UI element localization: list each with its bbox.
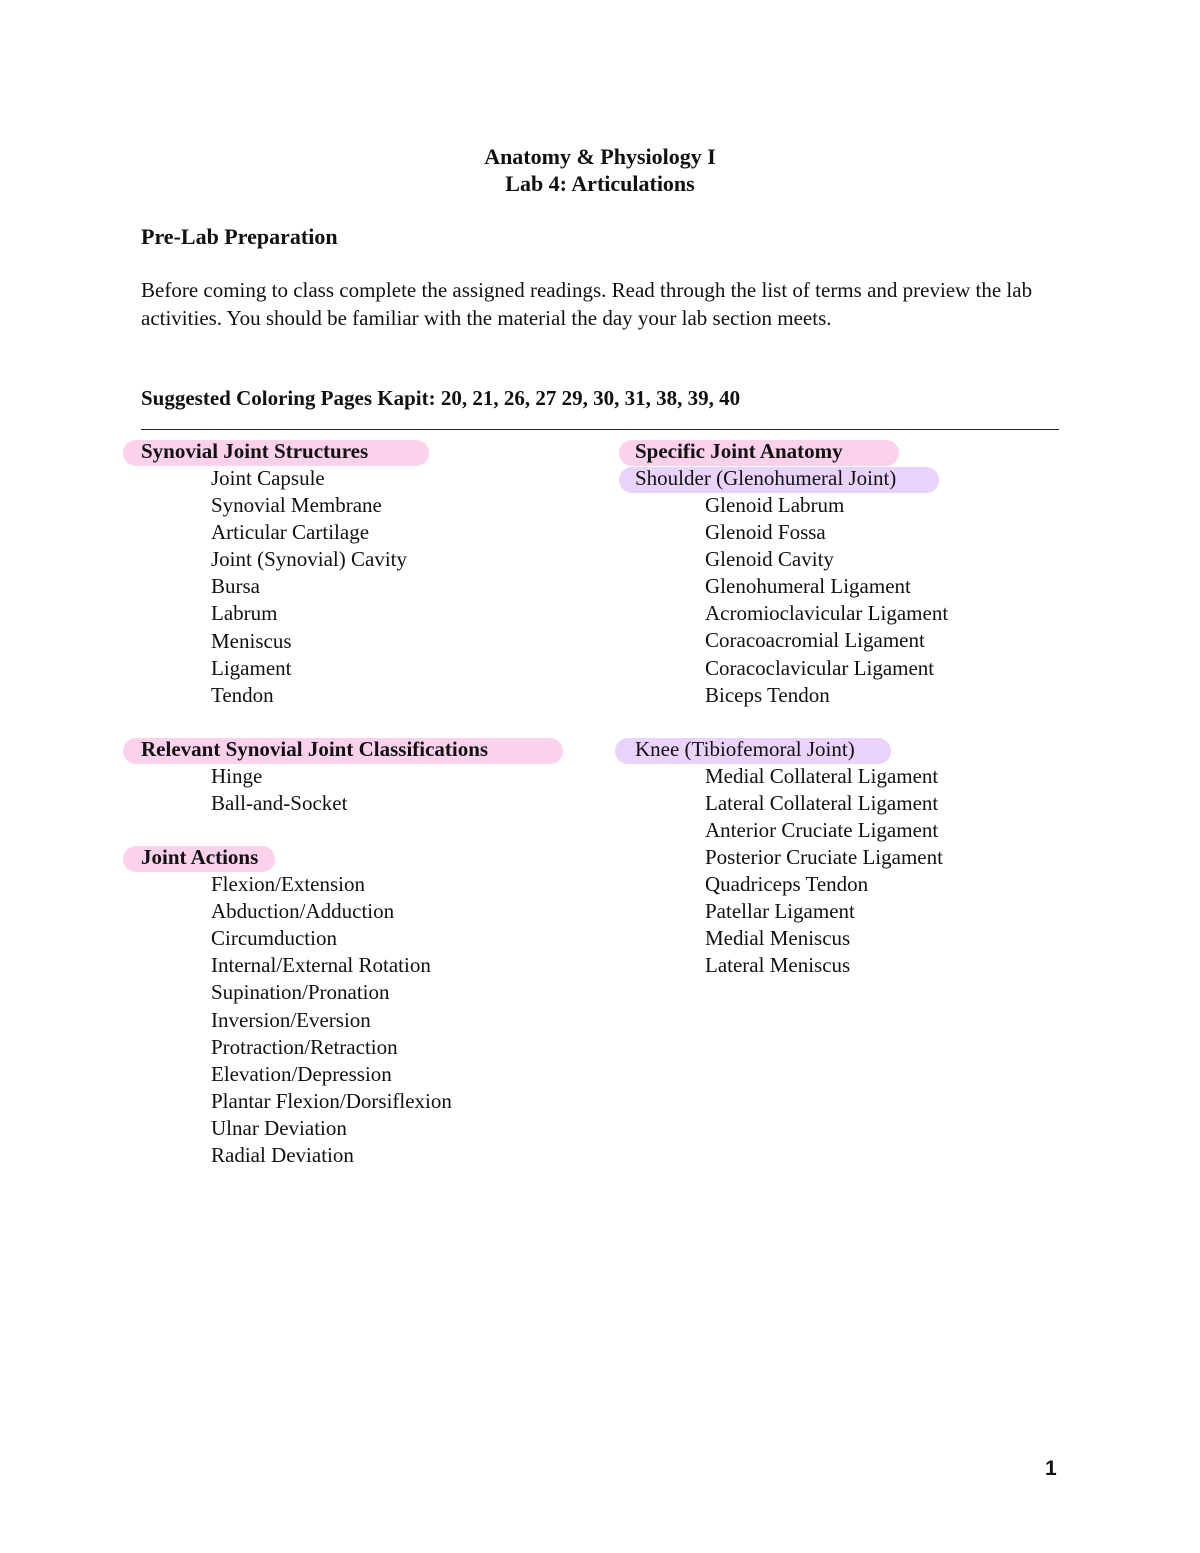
- list-item: Supination/Pronation: [211, 980, 390, 1005]
- subheading-knee: Knee (Tibiofemoral Joint): [635, 736, 855, 763]
- list-item: Glenohumeral Ligament: [705, 574, 911, 599]
- list-item: Acromioclavicular Ligament: [705, 601, 949, 626]
- list-item: Anterior Cruciate Ligament: [705, 817, 939, 842]
- list-item: Flexion/Extension: [211, 872, 365, 897]
- classifications-list: [141, 763, 488, 817]
- list-item: Abduction/Adduction: [211, 899, 395, 924]
- list-item: Quadriceps Tendon: [705, 872, 869, 897]
- list-item: Circumduction: [211, 926, 337, 951]
- list-item: Articular Cartilage: [211, 520, 370, 545]
- list-item: Ball-and-Socket: [211, 790, 348, 815]
- list-item: Posterior Cruciate Ligament: [705, 845, 943, 870]
- list-item: Joint (Synovial) Cavity: [211, 547, 407, 572]
- list-item: Internal/External Rotation: [211, 953, 431, 978]
- page-number: 1: [1045, 1457, 1057, 1480]
- knee-list: [635, 763, 948, 980]
- divider-rule: [141, 429, 1059, 430]
- list-item: Radial Deviation: [211, 1142, 354, 1167]
- list-item: Biceps Tendon: [705, 682, 830, 707]
- list-item: Lateral Meniscus: [705, 953, 851, 978]
- list-item: Hinge: [211, 763, 263, 788]
- left-column: [141, 438, 488, 1169]
- section-heading-synovial-structures: Synovial Joint Structures: [141, 438, 368, 465]
- list-item: Labrum: [211, 601, 278, 626]
- lab-title: Lab 4: Articulations: [505, 171, 695, 196]
- section-heading-classifications: Relevant Synovial Joint Classifications: [141, 736, 488, 763]
- list-item: Medial Collateral Ligament: [705, 763, 939, 788]
- list-item: Tendon: [211, 682, 274, 707]
- list-item: Ulnar Deviation: [211, 1115, 347, 1140]
- synovial-structures-list: [141, 465, 488, 709]
- prelab-paragraph: Before coming to class complete the assigned readings. Read through the list of terms and preview the lab activities. You should be familiar with the material the day your lab section meets.: [141, 278, 1033, 330]
- list-item: Lateral Collateral Ligament: [705, 790, 939, 815]
- section-heading-specific-anatomy: Specific Joint Anatomy: [635, 438, 843, 465]
- list-item: Coracoclavicular Ligament: [705, 655, 935, 680]
- list-item: Synovial Membrane: [211, 493, 382, 518]
- list-item: Medial Meniscus: [705, 926, 851, 951]
- course-title: Anatomy & Physiology I: [484, 144, 716, 169]
- section-heading-joint-actions: Joint Actions: [141, 844, 258, 871]
- shoulder-list: [635, 492, 948, 709]
- list-item: Patellar Ligament: [705, 899, 855, 924]
- list-item: Glenoid Cavity: [705, 547, 834, 572]
- list-item: Inversion/Eversion: [211, 1007, 371, 1032]
- joint-actions-list: [141, 871, 488, 1169]
- list-item: Joint Capsule: [211, 466, 325, 490]
- prelab-heading: Pre-Lab Preparation: [141, 224, 338, 249]
- list-item: Ligament: [211, 655, 292, 680]
- title-block: [0, 143, 1200, 197]
- list-item: Plantar Flexion/Dorsiflexion: [211, 1088, 452, 1113]
- list-item: Protraction/Retraction: [211, 1034, 398, 1059]
- list-item: Elevation/Depression: [211, 1061, 392, 1086]
- list-item: Coracoacromial Ligament: [705, 628, 925, 653]
- list-item: Glenoid Labrum: [705, 493, 845, 517]
- list-item: Meniscus: [211, 628, 292, 653]
- list-item: Bursa: [211, 574, 260, 599]
- subheading-shoulder: Shoulder (Glenohumeral Joint): [635, 465, 896, 492]
- right-column: [635, 438, 948, 980]
- list-item: Glenoid Fossa: [705, 520, 826, 545]
- coloring-pages-line: Suggested Coloring Pages Kapit: 20, 21, 26, 27 29, 30, 31, 38, 39, 40: [141, 386, 741, 410]
